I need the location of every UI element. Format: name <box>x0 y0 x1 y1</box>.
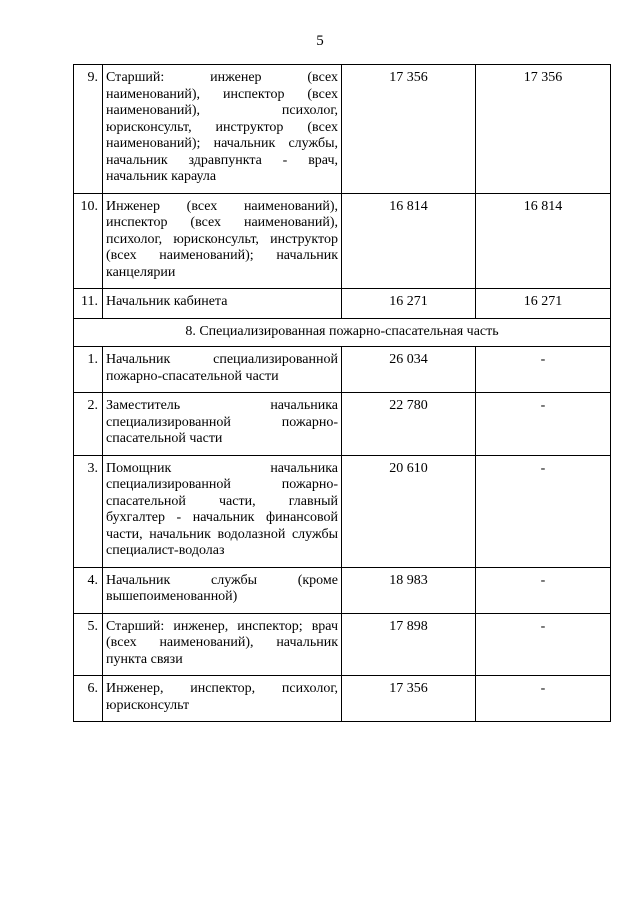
row-number: 3. <box>74 455 103 567</box>
salary-value-1: 16 814 <box>342 193 476 289</box>
salary-value-2: - <box>476 676 611 722</box>
salary-value-2: 16 814 <box>476 193 611 289</box>
table-row <box>74 393 611 456</box>
row-number: 9. <box>74 65 103 194</box>
position-title: Заместитель начальника специализированной пожарно-спасательной части <box>103 393 342 456</box>
table-row <box>74 613 611 676</box>
table-row <box>74 347 611 393</box>
position-title: Начальник кабинета <box>103 289 342 319</box>
position-title: Инженер, инспектор, психолог, юрисконсульт <box>103 676 342 722</box>
salary-value-1: 16 271 <box>342 289 476 319</box>
row-number: 11. <box>74 289 103 319</box>
salary-table <box>73 64 611 722</box>
salary-value-1: 18 983 <box>342 567 476 613</box>
salary-value-2: - <box>476 455 611 567</box>
row-number: 1. <box>74 347 103 393</box>
salary-value-2: 16 271 <box>476 289 611 319</box>
table-row <box>74 567 611 613</box>
salary-value-1: 17 356 <box>342 65 476 194</box>
position-title: Начальник службы (кроме вышепоименованной) <box>103 567 342 613</box>
row-number: 4. <box>74 567 103 613</box>
position-title: Помощник начальника специализированной пожарно-спасательной части, главный бухгалтер - начальник финансовой части, начальник водолазной службы специалист-водолаз <box>103 455 342 567</box>
table-row <box>74 676 611 722</box>
row-number: 10. <box>74 193 103 289</box>
table-row <box>74 455 611 567</box>
table-row <box>74 289 611 319</box>
section-title: 8. Специализированная пожарно-спасательная часть <box>74 318 611 347</box>
table-row <box>74 65 611 194</box>
salary-value-2: - <box>476 567 611 613</box>
position-title: Старший: инженер, инспектор; врач (всех наименований), начальник пункта связи <box>103 613 342 676</box>
salary-value-2: 17 356 <box>476 65 611 194</box>
position-title: Старший: инженер (всех наименований), инспектор (всех наименований), психолог, юрисконсульт, инструктор (всех наименований); начальник службы, начальник здравпункта - врач, начальник караула <box>103 65 342 194</box>
salary-value-1: 26 034 <box>342 347 476 393</box>
salary-value-1: 17 898 <box>342 613 476 676</box>
row-number: 2. <box>74 393 103 456</box>
row-number: 6. <box>74 676 103 722</box>
table-row <box>74 193 611 289</box>
salary-value-1: 17 356 <box>342 676 476 722</box>
salary-value-1: 22 780 <box>342 393 476 456</box>
salary-value-2: - <box>476 347 611 393</box>
salary-value-1: 20 610 <box>342 455 476 567</box>
row-number: 5. <box>74 613 103 676</box>
position-title: Инженер (всех наименований), инспектор (всех наименований), психолог, юрисконсульт, инструктор (всех наименований); начальник канцелярии <box>103 193 342 289</box>
salary-value-2: - <box>476 613 611 676</box>
salary-value-2: - <box>476 393 611 456</box>
position-title: Начальник специализированной пожарно-спасательной части <box>103 347 342 393</box>
page-number: 5 <box>316 33 324 49</box>
section-header-row <box>74 318 611 347</box>
